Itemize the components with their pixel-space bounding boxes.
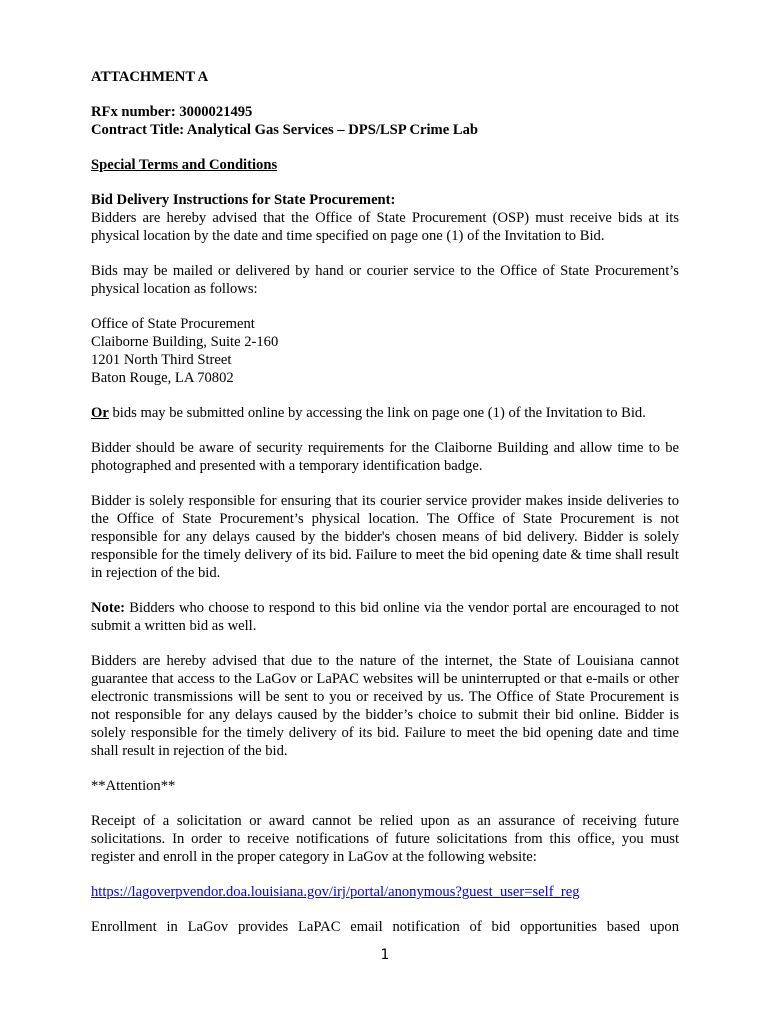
receipt-paragraph: Receipt of a solicitation or award cannot be relied upon as an assurance of receiving future solicitations. In order to receive notifications of future solicitations from this office, you must register and enroll in the proper category in LaGov at the following website:	[91, 813, 679, 865]
address-line-3: 1201 North Third Street	[91, 352, 232, 368]
bid-delivery-paragraph: Bidders are hereby advised that the Office of State Procurement (OSP) must receive bids at its physical location by the date and time specified on page one (1) of the Invitation to Bid.	[91, 210, 679, 244]
internet-paragraph: Bidders are hereby advised that due to the nature of the internet, the State of Louisiana cannot guarantee that access to the LaGov or LaPAC websites will be uninterrupted or that e-mails or other electronic transmissions will be sent to you or received by us. The Office of State Procurement is not responsible for any delays caused by the bidder’s choice to submit their bid online. Bidder is solely responsible for the timely delivery of its bid. Failure to meet the bid opening date and time shall result in rejection of the bid.	[91, 653, 679, 759]
bid-delivery-heading: Bid Delivery Instructions for State Procurement:	[91, 192, 396, 208]
mail-paragraph: Bids may be mailed or delivered by hand or courier service to the Office of State Procurement’s physical location as follows:	[91, 263, 679, 297]
online-text: bids may be submitted online by accessing the link on page one (1) of the Invitation to Bid.	[108, 405, 646, 421]
courier-paragraph: Bidder is solely responsible for ensuring that its courier service provider makes inside deliveries to the Office of State Procurement’s physical location. The Office of State Procurement is not responsible for any delays caused by the bidder's chosen means of bid delivery. Bidder is solely responsible for the timely delivery of its bid. Failure to meet the bid opening date & time shall result in rejection of the bid.	[91, 493, 679, 581]
rfx-number: RFx number: 3000021495	[91, 104, 253, 120]
note-text: Bidders who choose to respond to this bid online via the vendor portal are encouraged to not submit a written bid as well.	[91, 600, 679, 634]
online-paragraph	[91, 404, 679, 422]
registration-link[interactable]: https://lagoverpvendor.doa.louisiana.gov/irj/portal/anonymous?guest_user=self_reg	[91, 884, 580, 900]
document-page	[91, 68, 679, 936]
link-paragraph	[91, 883, 679, 901]
address-line-1: Office of State Procurement	[91, 316, 255, 332]
special-terms-heading: Special Terms and Conditions	[91, 157, 278, 173]
security-paragraph: Bidder should be aware of security requirements for the Claiborne Building and allow time to be photographed and presented with a temporary identification badge.	[91, 440, 679, 474]
note-paragraph	[91, 599, 679, 635]
page-number: 1	[380, 947, 390, 963]
attention-paragraph: **Attention**	[91, 778, 176, 794]
enrollment-paragraph: Enrollment in LaGov provides LaPAC email notification of bid opportunities based upon	[91, 919, 679, 935]
address-block	[91, 315, 679, 387]
address-line-4: Baton Rouge, LA 70802	[91, 370, 234, 386]
address-line-2: Claiborne Building, Suite 2-160	[91, 334, 279, 350]
note-label: Note:	[91, 600, 126, 616]
attachment-title: ATTACHMENT A	[91, 69, 209, 85]
contract-title: Contract Title: Analytical Gas Services – DPS/LSP Crime Lab	[91, 122, 478, 138]
or-label: Or	[91, 405, 109, 421]
